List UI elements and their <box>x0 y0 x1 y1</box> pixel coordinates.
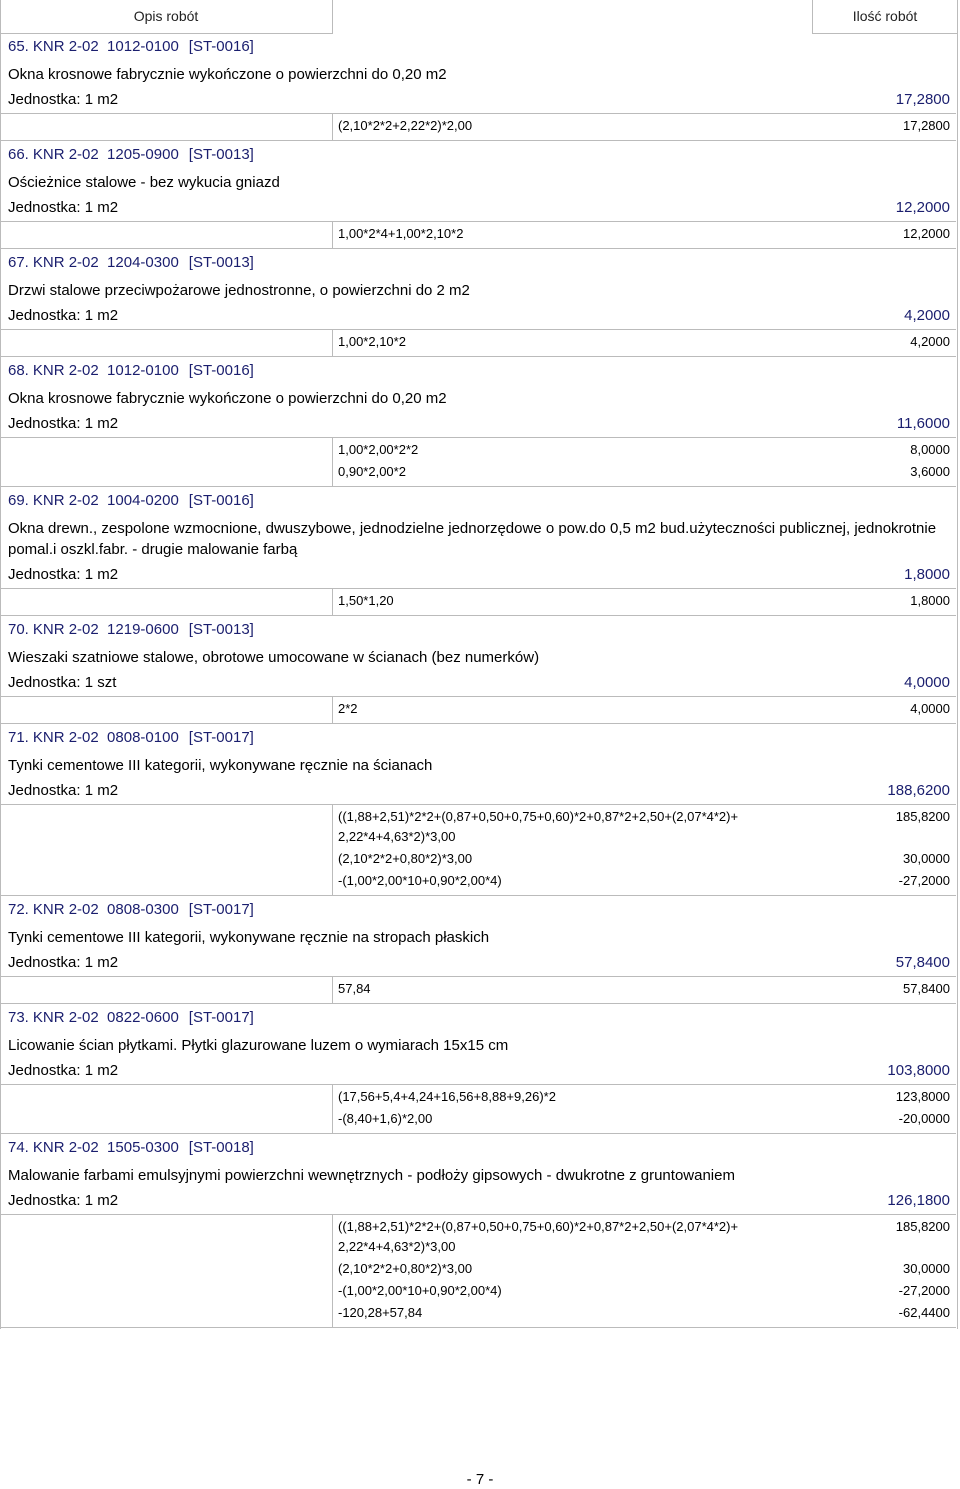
calculation-block <box>0 805 956 896</box>
item-code: KNR 2-02 1219-0600 <box>32 621 179 638</box>
calculation-value: 1,8000 <box>910 593 950 608</box>
item-description: Okna krosnowe fabrycznie wykończone o powierzchni do 0,20 m2 <box>8 66 447 83</box>
calculation-block <box>0 697 956 724</box>
item-description: Okna drewn., zespolone wzmocnione, dwuszybowe, jednodzielne jednorzędowe o pow.do 0,5 m2 bud.użyteczności publicznej, jednokrotnie pomal.i oszkl.fabr. - drugie malowanie farbą <box>8 520 937 558</box>
item-number: 72. <box>8 901 29 918</box>
unit-row <box>0 195 956 222</box>
item-tag: [ST-0016] <box>188 38 254 55</box>
item-total: 1,8000 <box>904 566 950 583</box>
unit-row <box>0 778 956 805</box>
item-tag: [ST-0016] <box>188 492 254 509</box>
calculation-block <box>0 1085 956 1134</box>
calculation-value: 185,8200 <box>895 809 950 824</box>
item-title <box>0 896 956 924</box>
unit-row <box>0 1188 956 1215</box>
calculation-expression: (2,10*2*2+0,80*2)*3,00 <box>338 1261 473 1276</box>
cost-item <box>0 357 956 487</box>
item-code: KNR 2-02 1205-0900 <box>32 146 179 163</box>
item-description: Tynki cementowe III kategorii, wykonywane ręcznie na stropach płaskich <box>8 929 490 946</box>
calculation-line <box>0 697 956 719</box>
quantity-column-header: Ilość robót <box>812 0 957 34</box>
calculation-value: 30,0000 <box>903 851 950 866</box>
calculation-block <box>0 1215 956 1328</box>
item-total: 4,0000 <box>904 674 950 691</box>
unit-label: Jednostka: 1 m2 <box>8 415 119 432</box>
calculation-expression: 2*2 <box>338 701 358 716</box>
calculation-block <box>0 977 956 1004</box>
items-table <box>0 33 956 1328</box>
item-title <box>0 141 956 169</box>
item-tag: [ST-0013] <box>188 146 254 163</box>
calculation-line <box>0 1107 956 1129</box>
calculation-line <box>0 977 956 999</box>
cost-item <box>0 249 956 357</box>
item-title <box>0 1004 956 1032</box>
description-column-header: Opis robót <box>0 0 333 34</box>
item-tag: [ST-0017] <box>188 901 254 918</box>
unit-label: Jednostka: 1 m2 <box>8 1192 119 1209</box>
unit-label: Jednostka: 1 m2 <box>8 566 119 583</box>
item-number: 66. <box>8 146 29 163</box>
item-tag: [ST-0017] <box>188 1009 254 1026</box>
calculation-block <box>0 330 956 357</box>
calculation-line <box>0 847 956 869</box>
calculation-line <box>0 330 956 352</box>
unit-label: Jednostka: 1 m2 <box>8 782 119 799</box>
item-code: KNR 2-02 1505-0300 <box>32 1139 179 1156</box>
item-tag: [ST-0017] <box>188 729 254 746</box>
unit-label: Jednostka: 1 m2 <box>8 199 119 216</box>
item-description: Licowanie ścian płytkami. Płytki glazurowane luzem o wymiarach 15x15 cm <box>8 1037 509 1054</box>
calculation-value: 12,2000 <box>903 226 950 241</box>
calculation-value: -27,2000 <box>898 1283 950 1298</box>
item-title <box>0 1134 956 1162</box>
item-total: 11,6000 <box>896 415 950 432</box>
calculation-value: -27,2000 <box>898 873 950 888</box>
cost-item <box>0 1134 956 1328</box>
unit-label: Jednostka: 1 m2 <box>8 1062 119 1079</box>
item-total: 57,8400 <box>895 954 950 971</box>
item-number: 74. <box>8 1139 29 1156</box>
cost-item <box>0 896 956 1004</box>
item-total: 126,1800 <box>887 1192 950 1209</box>
item-description: Malowanie farbami emulsyjnymi powierzchni wewnętrznych - podłoży gipsowych - dwukrotne z gruntowaniem <box>8 1167 735 1184</box>
calculation-expression: -(1,00*2,00*10+0,90*2,00*4) <box>338 1283 502 1298</box>
item-tag: [ST-0013] <box>188 254 254 271</box>
item-title <box>0 724 956 752</box>
cost-item <box>0 33 956 141</box>
calculation-expression: 1,50*1,20 <box>338 593 394 608</box>
calculation-expression: -(1,00*2,00*10+0,90*2,00*4) <box>338 873 502 888</box>
calculation-expression: ((1,88+2,51)*2*2+(0,87+0,50+0,75+0,60)*2+0,87*2+2,50+(2,07*4*2)+ 2,22*4+4,63*2)*3,00 <box>338 809 739 844</box>
calculation-expression: 0,90*2,00*2 <box>338 464 406 479</box>
item-total: 17,2800 <box>895 91 950 108</box>
item-description: Drzwi stalowe przeciwpożarowe jednostronne, o powierzchni do 2 m2 <box>8 282 470 299</box>
unit-row <box>0 1058 956 1085</box>
item-total: 103,8000 <box>887 1062 950 1079</box>
item-total: 4,2000 <box>904 307 950 324</box>
item-description: Wieszaki szatniowe stalowe, obrotowe umocowane w ścianach (bez numerków) <box>8 649 540 666</box>
calculation-line <box>0 114 956 136</box>
unit-row <box>0 87 956 114</box>
item-description: Okna krosnowe fabrycznie wykończone o powierzchni do 0,20 m2 <box>8 390 447 407</box>
unit-row <box>0 562 956 589</box>
item-code: KNR 2-02 1004-0200 <box>32 492 179 509</box>
item-number: 73. <box>8 1009 29 1026</box>
calculation-line <box>0 1257 956 1279</box>
calculation-value: 3,6000 <box>910 464 950 479</box>
calculation-value: -20,0000 <box>898 1111 950 1126</box>
calculation-line <box>0 805 956 847</box>
item-description: Tynki cementowe III kategorii, wykonywane ręcznie na ścianach <box>8 757 433 774</box>
unit-row <box>0 950 956 977</box>
calculation-block <box>0 222 956 249</box>
item-code: KNR 2-02 0808-0100 <box>32 729 179 746</box>
item-code: KNR 2-02 0808-0300 <box>32 901 179 918</box>
calculation-value: 57,8400 <box>903 981 950 996</box>
item-description: Ościeżnice stalowe - bez wykucia gniazd <box>8 174 280 191</box>
item-title <box>0 616 956 644</box>
item-tag: [ST-0016] <box>188 362 254 379</box>
calculation-expression: 1,00*2*4+1,00*2,10*2 <box>338 226 464 241</box>
unit-label: Jednostka: 1 m2 <box>8 91 119 108</box>
calculation-block <box>0 114 956 141</box>
calculation-line <box>0 1279 956 1301</box>
item-number: 65. <box>8 38 29 55</box>
calculation-expression: (2,10*2*2+0,80*2)*3,00 <box>338 851 473 866</box>
item-title <box>0 249 956 277</box>
item-total: 12,2000 <box>895 199 950 216</box>
calculation-line <box>0 589 956 611</box>
item-number: 69. <box>8 492 29 509</box>
unit-row <box>0 670 956 697</box>
calculation-value: 4,0000 <box>910 701 950 716</box>
cost-item <box>0 487 956 616</box>
item-tag: [ST-0013] <box>188 621 254 638</box>
calculation-expression: (2,10*2*2+2,22*2)*2,00 <box>338 118 473 133</box>
calculation-expression: 1,00*2,10*2 <box>338 334 406 349</box>
calculation-expression: (17,56+5,4+4,24+16,56+8,88+9,26)*2 <box>338 1089 556 1104</box>
item-number: 68. <box>8 362 29 379</box>
item-code: KNR 2-02 0822-0600 <box>32 1009 179 1026</box>
calculation-value: 8,0000 <box>910 442 950 457</box>
calculation-value: -62,4400 <box>898 1305 950 1320</box>
calculation-expression: 1,00*2,00*2*2 <box>338 442 419 457</box>
item-tag: [ST-0018] <box>188 1139 254 1156</box>
calculation-expression: -(8,40+1,6)*2,00 <box>338 1111 433 1126</box>
calculation-value: 17,2800 <box>903 118 950 133</box>
item-number: 71. <box>8 729 29 746</box>
calculation-value: 185,8200 <box>895 1219 950 1234</box>
page-number: - 7 - <box>466 1471 494 1488</box>
unit-row <box>0 411 956 438</box>
cost-item <box>0 141 956 249</box>
calculation-line <box>0 1301 956 1323</box>
calculation-line <box>0 1215 956 1257</box>
calculation-line <box>0 438 956 460</box>
item-code: KNR 2-02 1012-0100 <box>32 38 179 55</box>
item-number: 67. <box>8 254 29 271</box>
item-title <box>0 357 956 385</box>
calculation-expression: 57,84 <box>338 981 371 996</box>
cost-item <box>0 616 956 724</box>
item-total: 188,6200 <box>887 782 950 799</box>
unit-row <box>0 303 956 330</box>
calculation-expression: -120,28+57,84 <box>338 1305 423 1320</box>
calculation-value: 123,8000 <box>895 1089 950 1104</box>
unit-label: Jednostka: 1 szt <box>8 674 117 691</box>
calculation-line <box>0 1085 956 1107</box>
item-code: KNR 2-02 1012-0100 <box>32 362 179 379</box>
item-code: KNR 2-02 1204-0300 <box>32 254 179 271</box>
cost-item <box>0 724 956 896</box>
calculation-block <box>0 438 956 487</box>
calculation-value: 30,0000 <box>903 1261 950 1276</box>
item-title <box>0 487 956 515</box>
item-number: 70. <box>8 621 29 638</box>
calculation-line <box>0 869 956 891</box>
calculation-line <box>0 222 956 244</box>
cost-item <box>0 1004 956 1134</box>
item-title <box>0 33 956 61</box>
calculation-line <box>0 460 956 482</box>
calculation-expression: ((1,88+2,51)*2*2+(0,87+0,50+0,75+0,60)*2+0,87*2+2,50+(2,07*4*2)+ 2,22*4+4,63*2)*3,00 <box>338 1219 739 1254</box>
calculation-value: 4,2000 <box>910 334 950 349</box>
unit-label: Jednostka: 1 m2 <box>8 954 119 971</box>
calculation-block <box>0 589 956 616</box>
unit-label: Jednostka: 1 m2 <box>8 307 119 324</box>
